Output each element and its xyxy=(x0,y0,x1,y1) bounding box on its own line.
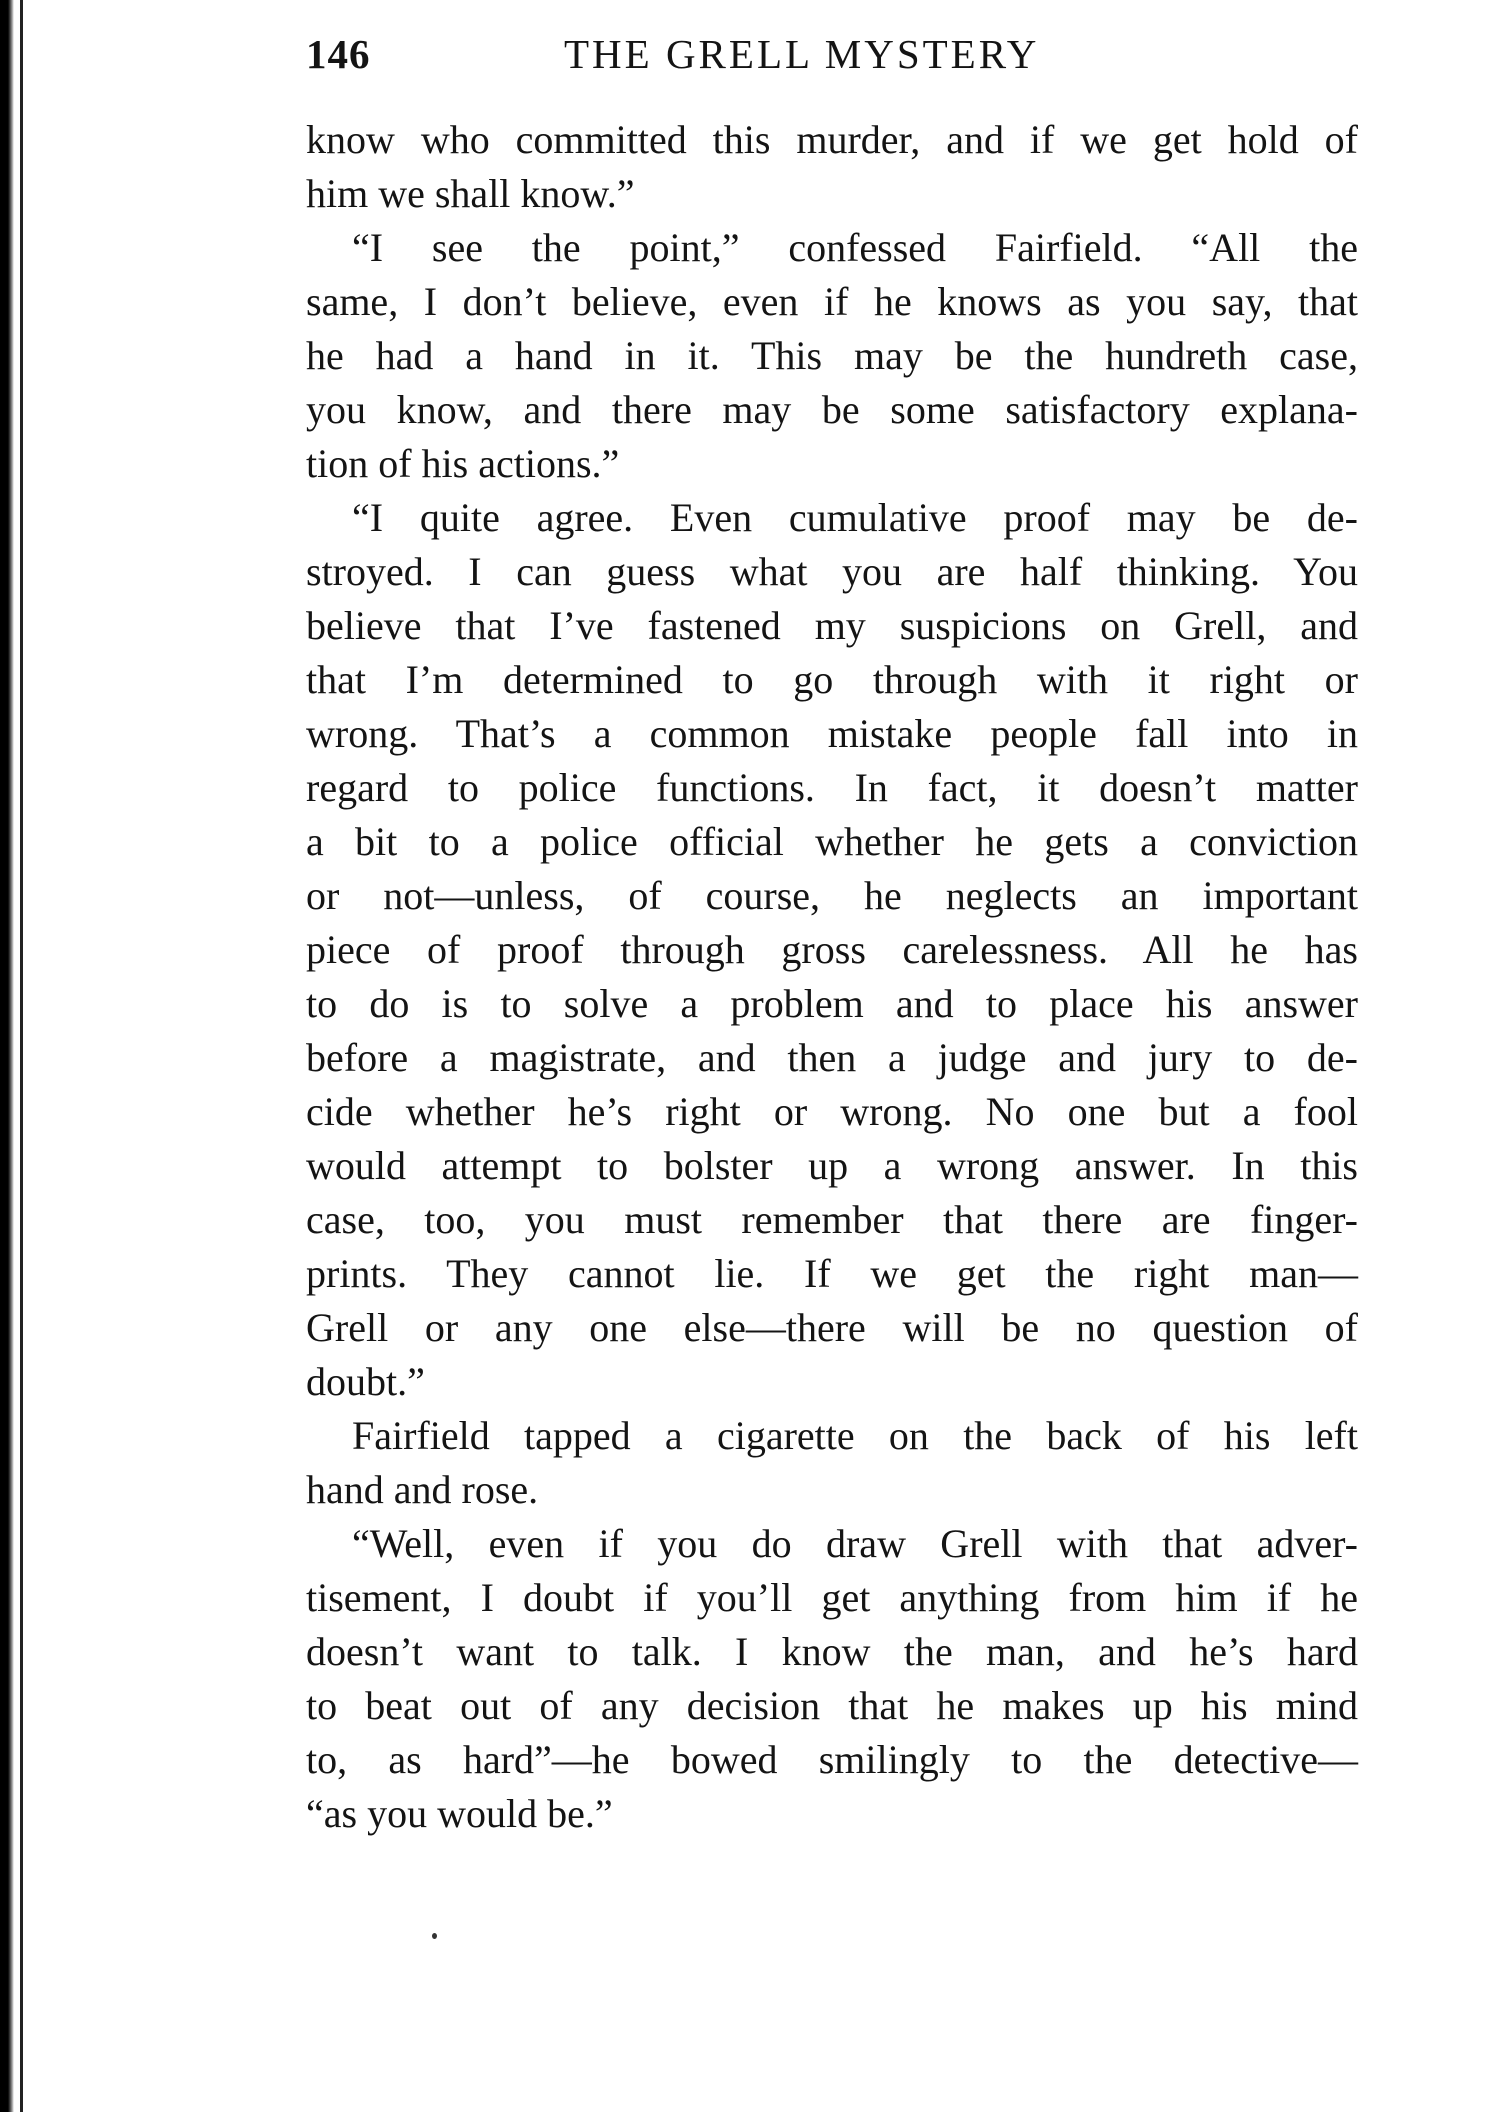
text-line: doesn’t want to talk. I know the man, and he’s hard xyxy=(306,1629,1358,1674)
text-line: piece of proof through gross carelessness. All he has xyxy=(306,927,1358,972)
text-line: case, too, you must remember that there are finger- xyxy=(306,1197,1358,1242)
text-line: tisement, I doubt if you’ll get anything from him if he xyxy=(306,1575,1358,1620)
print-speck xyxy=(432,1933,437,1939)
text-line: know who committed this murder, and if we get hold of xyxy=(306,117,1358,162)
text-line: Grell or any one else—there will be no question of xyxy=(306,1305,1358,1350)
page-header xyxy=(306,30,1358,86)
body-text xyxy=(306,113,1358,1841)
text-line: “I quite agree. Even cumulative proof may be de- xyxy=(352,495,1358,540)
text-line: wrong. That’s a common mistake people fall into in xyxy=(306,711,1358,756)
binding-edge xyxy=(0,0,14,2112)
page-number: 146 xyxy=(306,31,371,77)
text-line: “Well, even if you do draw Grell with that adver- xyxy=(352,1521,1358,1566)
text-line: would attempt to bolster up a wrong answer. In this xyxy=(306,1143,1358,1188)
text-line: cide whether he’s right or wrong. No one but a fool xyxy=(306,1089,1358,1134)
text-line: him we shall know.” xyxy=(306,171,635,216)
text-line: before a magistrate, and then a judge and jury to de- xyxy=(306,1035,1358,1080)
text-line: to beat out of any decision that he makes up his mind xyxy=(306,1683,1358,1728)
text-line: to do is to solve a problem and to place his answer xyxy=(306,981,1358,1026)
text-line: you know, and there may be some satisfactory explana- xyxy=(306,387,1358,432)
text-line: regard to police functions. In fact, it doesn’t matter xyxy=(306,765,1358,810)
text-line: Fairfield tapped a cigarette on the back of his left xyxy=(352,1413,1358,1458)
binding-line xyxy=(20,0,23,2112)
text-line: “I see the point,” confessed Fairfield. “All the xyxy=(352,225,1358,270)
text-line: a bit to a police official whether he gets a conviction xyxy=(306,819,1358,864)
text-line: believe that I’ve fastened my suspicions on Grell, and xyxy=(306,603,1358,648)
text-line: hand and rose. xyxy=(306,1467,539,1512)
text-line: tion of his actions.” xyxy=(306,441,620,486)
text-line: that I’m determined to go through with it right or xyxy=(306,657,1358,702)
text-line: he had a hand in it. This may be the hundreth case, xyxy=(306,333,1358,378)
text-line: same, I don’t believe, even if he knows as you say, that xyxy=(306,279,1358,324)
text-line: stroyed. I can guess what you are half thinking. You xyxy=(306,549,1358,594)
text-line: “as you would be.” xyxy=(306,1791,613,1836)
text-line: prints. They cannot lie. If we get the right man— xyxy=(306,1251,1358,1296)
text-line: doubt.” xyxy=(306,1359,425,1404)
text-line: to, as hard”—he bowed smilingly to the detective— xyxy=(306,1737,1358,1782)
text-line: or not—unless, of course, he neglects an important xyxy=(306,873,1358,918)
running-title: THE GRELL MYSTERY xyxy=(564,31,1040,77)
